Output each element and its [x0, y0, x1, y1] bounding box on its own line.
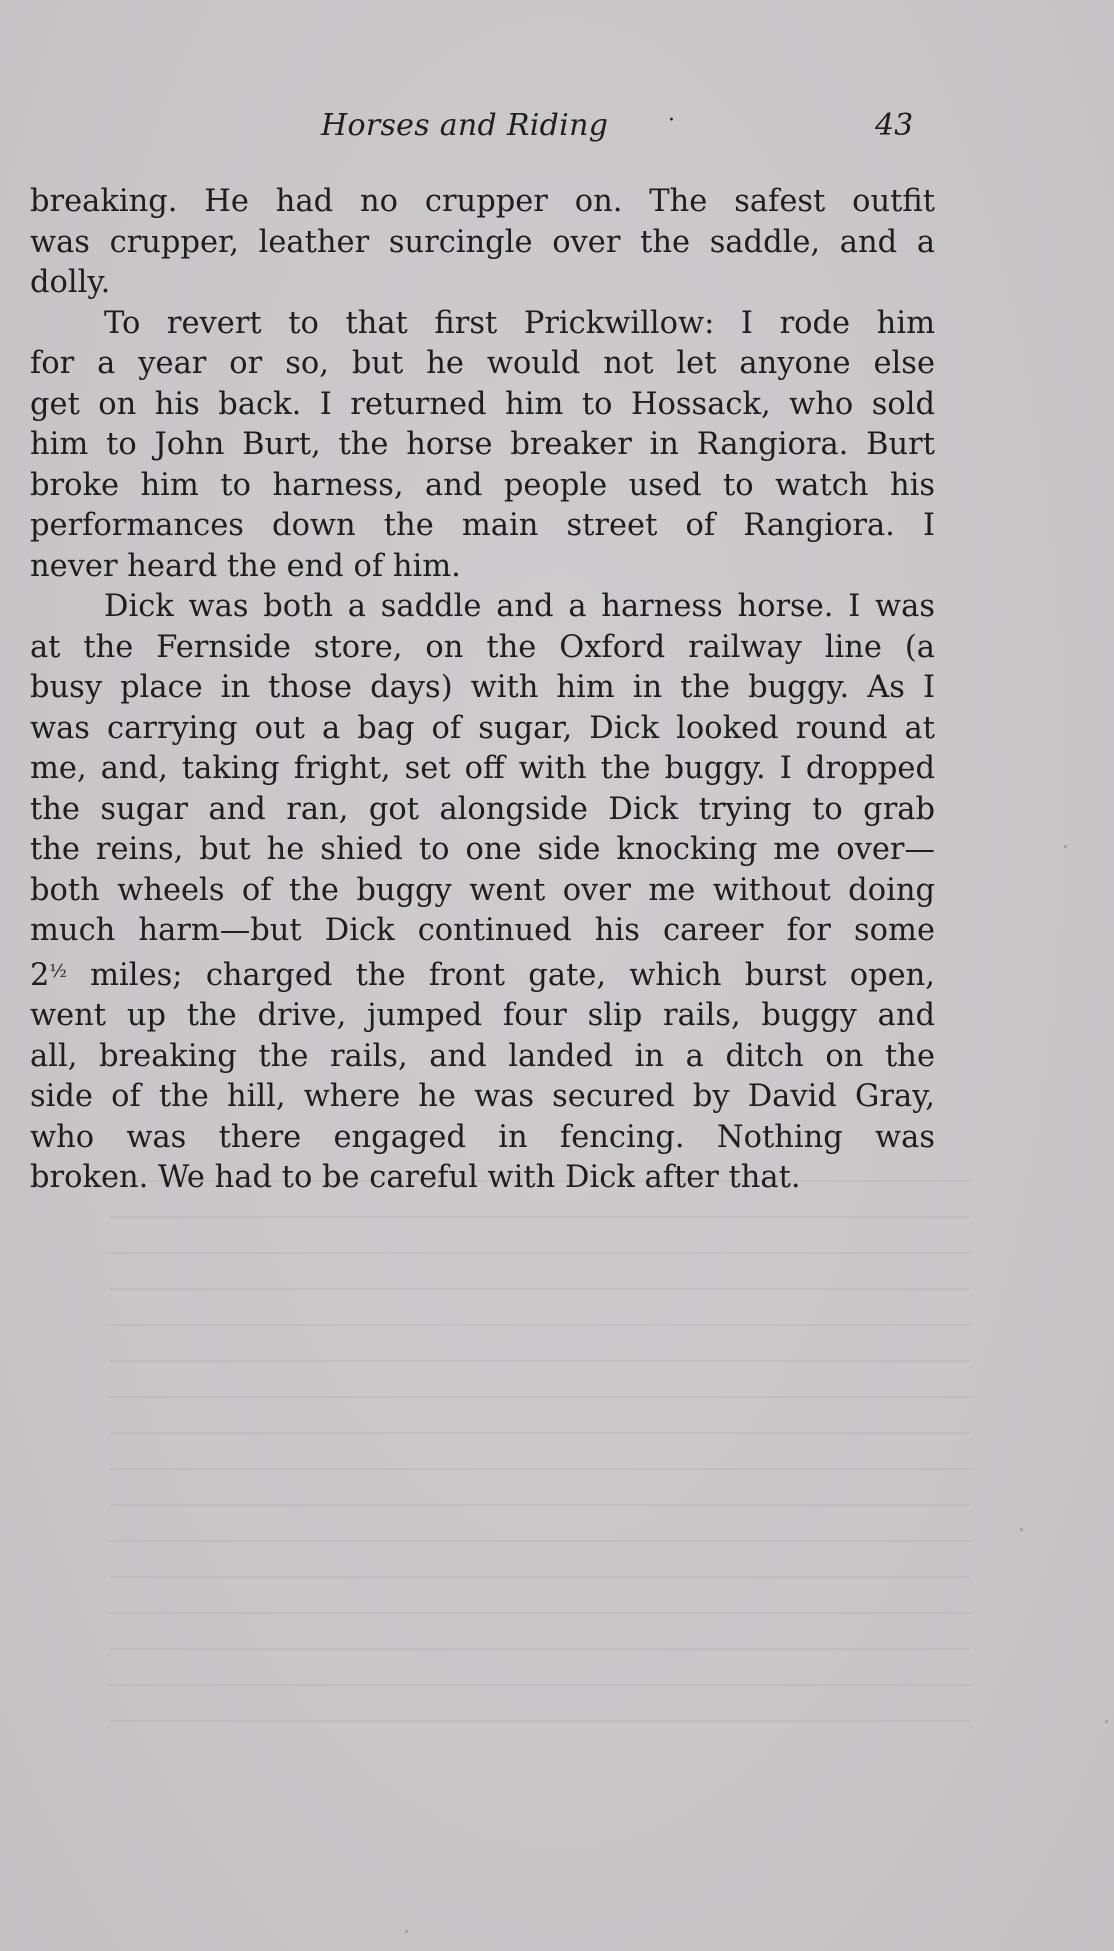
text-line: broken. We had to be careful with Dick after that.	[30, 1160, 801, 1195]
text-line: performances down the main street of Rangiora. I	[30, 508, 935, 543]
paper-speck	[1105, 1720, 1108, 1723]
text-line	[30, 952, 935, 997]
text-line: all, breaking the rails, and landed in a ditch on the	[30, 1038, 935, 1074]
page-header	[0, 108, 1114, 152]
text-line: breaking. He had no crupper on. The safest outfit	[30, 184, 935, 219]
text-line: who was there engaged in fencing. Nothing was	[30, 1119, 935, 1155]
text-line: me, and, taking fright, set off with the buggy. I dropped	[30, 751, 935, 786]
line-rest: miles; charged the front gate, which burst open,	[66, 957, 935, 993]
body-text	[30, 182, 935, 1199]
text-line: was carrying out a bag of sugar, Dick looked round at	[30, 710, 935, 746]
text-line: get on his back. I returned him to Hossack, who sold	[30, 386, 935, 422]
text-line: was crupper, leather surcingle over the saddle, and a	[30, 224, 935, 260]
paper-speck	[1020, 1528, 1023, 1531]
text-line: never heard the end of him.	[30, 548, 461, 584]
text-line: for a year or so, but he would not let anyone else	[30, 346, 935, 381]
text-line: went up the drive, jumped four slip rails, buggy and	[30, 998, 935, 1033]
text-line: To revert to that first Prickwillow: I rode him	[104, 305, 935, 341]
text-line: busy place in those days) with him in the buggy. As I	[30, 670, 935, 705]
text-line: side of the hill, where he was secured by David Gray,	[30, 1079, 935, 1114]
text-line: dolly.	[30, 265, 111, 300]
text-line: at the Fernside store, on the Oxford railway line (a	[30, 629, 935, 665]
page-number: 43	[875, 108, 914, 143]
paper-speck	[1064, 845, 1067, 848]
text-line: Dick was both a saddle and a harness horse. I was	[104, 589, 935, 624]
text-line: much harm—but Dick continued his career for some	[30, 913, 935, 948]
bleed-through-texture	[110, 1180, 970, 1740]
running-title: Horses and Riding	[321, 108, 609, 143]
fraction-half: ½	[49, 960, 67, 982]
text-line: the reins, but he shied to one side knocking me over—	[30, 832, 935, 867]
text-line: broke him to harness, and people used to watch his	[30, 467, 935, 503]
text-line: him to John Burt, the horse breaker in Rangiora. Burt	[30, 427, 935, 462]
paper-speck	[405, 1930, 408, 1933]
text-line: both wheels of the buggy went over me without doing	[30, 872, 935, 908]
number-two: 2	[30, 957, 50, 993]
text-line: the sugar and ran, got alongside Dick trying to grab	[30, 791, 935, 827]
header-separator: ·	[668, 108, 675, 133]
